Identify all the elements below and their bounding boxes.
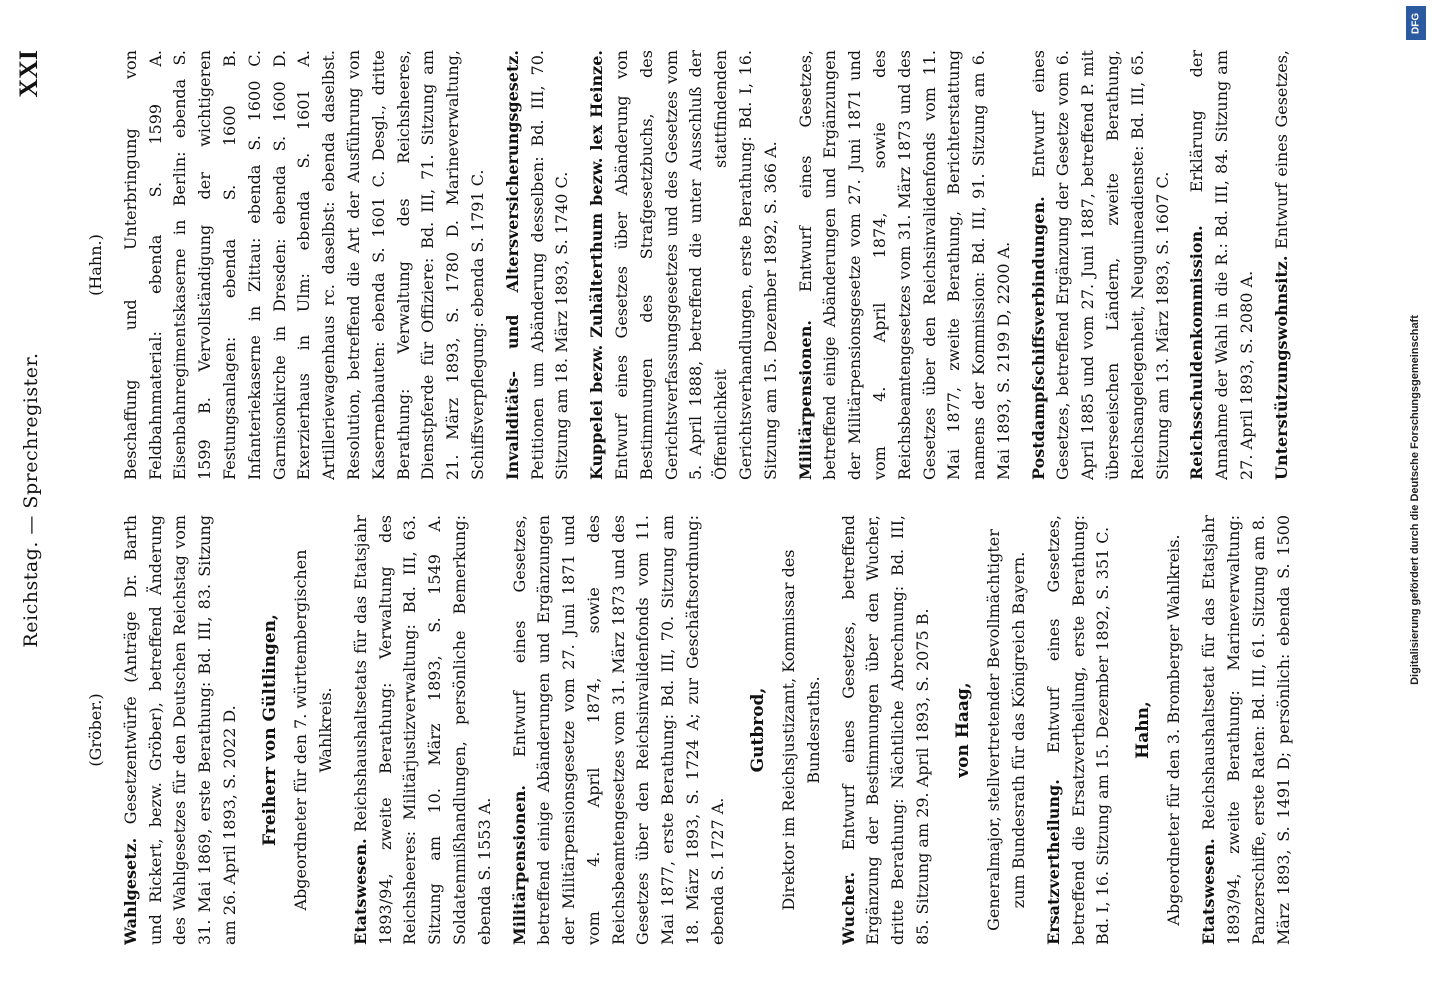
register-entry [1197, 515, 1296, 945]
entry-text: Entwurf eines Gesetzes, betreffend Ergänzung der Gesetze vom 6. April 1885 und vom 27. Juni 1887, betreffend P. mit überseeischen Ländern, zweite Berathung, Reichsangelegenheit, Neuguineadienste: Bd. III, 65. Sitzung am 13. März 1893, S. 1607 C. [1028, 50, 1172, 480]
speaker-name: Hahn, [1133, 701, 1154, 759]
entry-keyword: Wahlgesetz. [120, 837, 140, 945]
register-entry [1042, 515, 1116, 945]
entry-text: Petitionen um Abänderung desselben: Bd. III, 70. Sitzung am 18. März 1893, S. 1740 C. [527, 50, 572, 480]
speaker-role: Generalmajor, stellvertretender Bevollmächtigter zum Bundesrath für das Königreich Bayern. [984, 529, 1028, 931]
speaker-role: Direktor im Reichsjustizamt, Kommissar des Bundesraths. [779, 549, 823, 911]
continuation-heading: (Hahn.) [86, 234, 105, 296]
entry-text: Erklärung der Annahme der Wahl in die R.: Bd. III, 84. Sitzung am 27. April 1893, S. 2080 A. [1187, 50, 1257, 480]
dfg-logo: DFG [1406, 6, 1426, 40]
entry-keyword: Kuppelei bezw. Zuhälterthum bezw. lex Heinze. [587, 50, 607, 480]
speaker-name: Freiherr von Gültlingen, [259, 614, 280, 846]
entry-keyword: Wucher. [838, 871, 858, 945]
register-entry [349, 515, 498, 945]
digitization-sidebar [1402, 0, 1428, 1000]
speaker-role: Abgeordneter für den 3. Bromberger Wahlkreis. [1164, 534, 1184, 926]
entry-keyword: Ersatzvertheilung. [1043, 779, 1063, 945]
register-entry [501, 50, 575, 480]
digitization-note: Digitalisierung gefördert durch die Deutsche Forschungsgemeinschaft [1409, 315, 1421, 685]
entry-text: Entwurf eines Gesetzes, betreffend Ergänzung der Bestimmungen über den Wucher, dritte Berathung: Nächtliche Abrechnung: Bd. III, 85. Sitzung am 29. April 1893, S. 2075 B. [838, 515, 932, 945]
entry-text: Entwurf eines Gesetzes, betreffend einige Abänderungen und Ergänzungen der Militärpensionsgesetze vom 27. Juni 1871 und vom 4. April 1874, sowie des Reichsbeamtengesetzes vom 31. März 1873 und des Gesetzes über den Reichsinvalidenfonds vom 11. Mai 1877, zweite Berathung, Berichterstattung namens der Kommission: Bd. III, 91. Sitzung am 6. Mai 1893, S. 2199 D, 2200 A. [795, 50, 1013, 480]
entry-text: Reichshaushaltsetat für das Etatsjahr 1893/94, zweite Berathung: Marineverwaltung: Panzerschiffe, erste Raten: Bd. III, 61. Sitzung am 8. März 1893, S. 1491 D; persönlich: ebenda S. 1500 [1199, 515, 1293, 945]
entry-text: Entwurf eines Gesetzes, betreffend die Ersatzvertheilung, erste Berathung: Bd. I, 16. Sitzung am 15. Dezember 1892, S. 351 C. [1043, 515, 1113, 945]
entry-text: Entwurf eines Gesetzes über Abänderung von Bestimmungen des Strafgesetzbuchs, des Gerichtsverfassungsgesetzes und des Gesetzes vom 5. April 1888, betreffend die unter Ausschluß der Öffentlichkeit stattfindenden Gerichtsverhandlungen, erste Berathung: Bd. I, 16. Sitzung am 15. Dezember 1892, S. 366 A. [611, 50, 780, 480]
register-entry [1027, 50, 1176, 480]
entry-text: Gesetzentwürfe (Anträge Dr. Barth und Rickert, bezw. Gröber), betreffend Änderung des Wahlgesetzes für den Deutschen Reichstag vom 31. Mai 1869, erste Berathung: Bd. III, 83. Sitzung am 26. April 1893, S. 2022 D. [120, 515, 239, 945]
entry-keyword: Militärpensionen. [795, 320, 815, 480]
entry-keyword: Invaliditäts- und Altersversicherungsgesetz. [502, 50, 522, 480]
entry-text: Beschaffung und Unterbringung von Feldbahnmaterial: ebenda S. 1599 A. Eisenbahnregimentskaserne in Berlin: ebenda S. 1599 B. Vervollständigung der wichtigeren Festungsanlagen: ebenda S. 1600 B. Infanteriekaserne in Zittau: ebenda S. 1600 C. Garnisonkirche in Dresden: ebenda S. 1600 D. Exerzierhaus in Ulm: ebenda S. 1601 A. Artilleriewagenhaus rc. daselbst: ebenda daselbst. Resolution, betreffend die Art der Ausführung von Kasernenbauten: ebenda S. 1601 C. Desgl., dritte Berathung: Verwaltung des Reichsheeres, Dienstpferde für Offiziere: Bd. III, 71. Sitzung am 21. März 1893, S. 1780 D. Marineverwaltung, Schiffsverpflegung: ebenda S. 1791 C. [120, 50, 487, 480]
entry-text: Entwurf eines Gesetzes, betreffend einige Abänderungen und Ergänzungen der Militärpensionsgesetze vom 27. Juni 1871 und vom 4. April 1874, sowie des Reichsbeamtengesetzes vom 31. März 1873 und des Gesetzes über den Reichsinvalidenfonds vom 11. Mai 1877, erste Berathung: Bd. III, 70. Sitzung am 18. März 1893, S. 1724 A; zur Geschäftsordnung: ebenda S. 1727 A. [509, 515, 727, 945]
speaker-name: von Haag, [952, 682, 973, 778]
entry-keyword: Etatswesen. [350, 838, 370, 945]
left-column [76, 515, 1296, 945]
register-entry [585, 50, 783, 480]
page-number: XXI [14, 50, 43, 98]
register-entry [508, 515, 731, 945]
entry-keyword: Etatswesen. [1199, 838, 1219, 945]
entry-keyword: Postdampfschiffsverbindungen. [1028, 196, 1048, 480]
page-header [10, 50, 58, 950]
register-entry [1270, 50, 1296, 480]
speaker-role: Abgeordneter für den 7. württembergischen Wahlkreis. [291, 549, 335, 911]
entry-keyword: Militärpensionen. [509, 785, 529, 945]
register-entry [119, 50, 491, 480]
register-entry [1185, 50, 1259, 480]
register-entry [119, 515, 243, 945]
page-running-title: Reichstag. — Sprechregister. [20, 352, 42, 648]
register-entry [837, 515, 936, 945]
entry-keyword: Unterstützungswohnsitz. [1271, 255, 1291, 480]
entry-text: Reichshaushaltsetats für das Etatsjahr 1893/94, zweite Berathung: Verwaltung des Reichsheeres: Militärjustizverwaltung: Bd. III, 63. Sitzung am 10. März 1893, S. 1549 A. Soldatenmißhandlungen, persönliche Bemerkung: ebenda S. 1553 A. [350, 515, 494, 945]
entry-keyword: Reichsschuldenkommission. [1187, 225, 1207, 480]
entry-text: Entwurf eines Gesetzes, [1271, 50, 1291, 250]
speaker-name: Gutbrod, [747, 687, 768, 773]
register-entry [794, 50, 1017, 480]
continuation-heading: (Gröber.) [86, 693, 105, 767]
right-column [76, 50, 1296, 480]
